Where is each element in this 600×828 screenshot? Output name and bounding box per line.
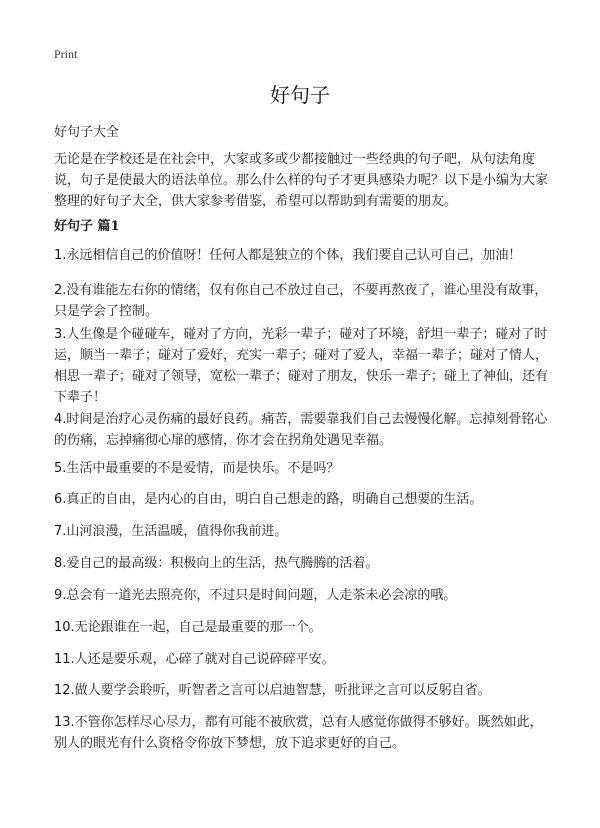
- intro-paragraph: 无论是在学校还是在社会中，大家或多或少都接触过一些经典的句子吧，从句法角度说，句子是使最大的语法单位。那么什么样的句子才更具感染力呢？以下是小编为大家整理的好句子大全，供大家参考借鉴，希望可以帮助到有需要的朋友。: [54, 152, 549, 209]
- list-item: 8.爱自己的最高级：积极向上的生活，热气腾腾的活着。: [54, 556, 379, 571]
- page-subtitle: 好句子大全: [54, 125, 120, 140]
- list-item: 1.永远相信自己的价值呀！任何人都是独立的个体，我们要自己认可自己，加油！: [54, 248, 522, 263]
- print-link[interactable]: Print: [54, 47, 78, 61]
- list-item: 3.人生像是个碰碰车，碰对了方向，光彩一辈子；碰对了环境，舒坦一辈子；碰对了时运，顺当一辈子；碰对了爱好，充实一辈子；碰对了爱人，幸福一辈子；碰对了情人，相思一辈子；碰对了领导，宽松一辈子；碰对了朋友，快乐一辈子；碰上了神仙，还有下辈子！: [54, 327, 549, 405]
- list-item: 10.无论跟谁在一起，自己是最重要的那一个。: [54, 620, 322, 635]
- list-item: 9.总会有一道光去照亮你，不过只是时间问题，人走茶未必会凉的哦。: [54, 588, 457, 603]
- list-item: 2.没有谁能左右你的情绪，仅有你自己不放过自己，不要再熬夜了，谁心里没有故事，只是学会了控制。: [54, 283, 548, 319]
- list-item: 6.真正的自由，是内心的自由，明白自己想走的路，明确自己想要的生活。: [54, 492, 483, 507]
- list-item: 4.时间是治疗心灵伤痛的最好良药。痛苦，需要靠我们自己去慢慢化解。忘掉刻骨铭心的伤痛，忘掉痛彻心扉的感情，你才会在拐角处遇见幸福。: [54, 412, 548, 448]
- list-item: 11.人还是要乐观，心碎了就对自己说碎碎平安。: [54, 652, 335, 667]
- page-title: 好句子: [270, 83, 330, 107]
- list-item: 7.山河浪漫，生活温暖，值得你我前进。: [54, 524, 288, 539]
- list-item: 12.做人要学会聆听，听智者之言可以启迪智慧，听批评之言可以反躬自省。: [54, 683, 491, 698]
- section-heading: 好句子 篇1: [54, 219, 120, 234]
- list-item: 5.生活中最重要的不是爱情，而是快乐。不是吗？: [54, 461, 340, 476]
- list-item: 13.不管你怎样尽心尽力，都有可能不被欣赏，总有人感觉你做得不够好。既然如此，别人的眼光有什么资格令你放下梦想，放下追求更好的自己。: [54, 715, 543, 751]
